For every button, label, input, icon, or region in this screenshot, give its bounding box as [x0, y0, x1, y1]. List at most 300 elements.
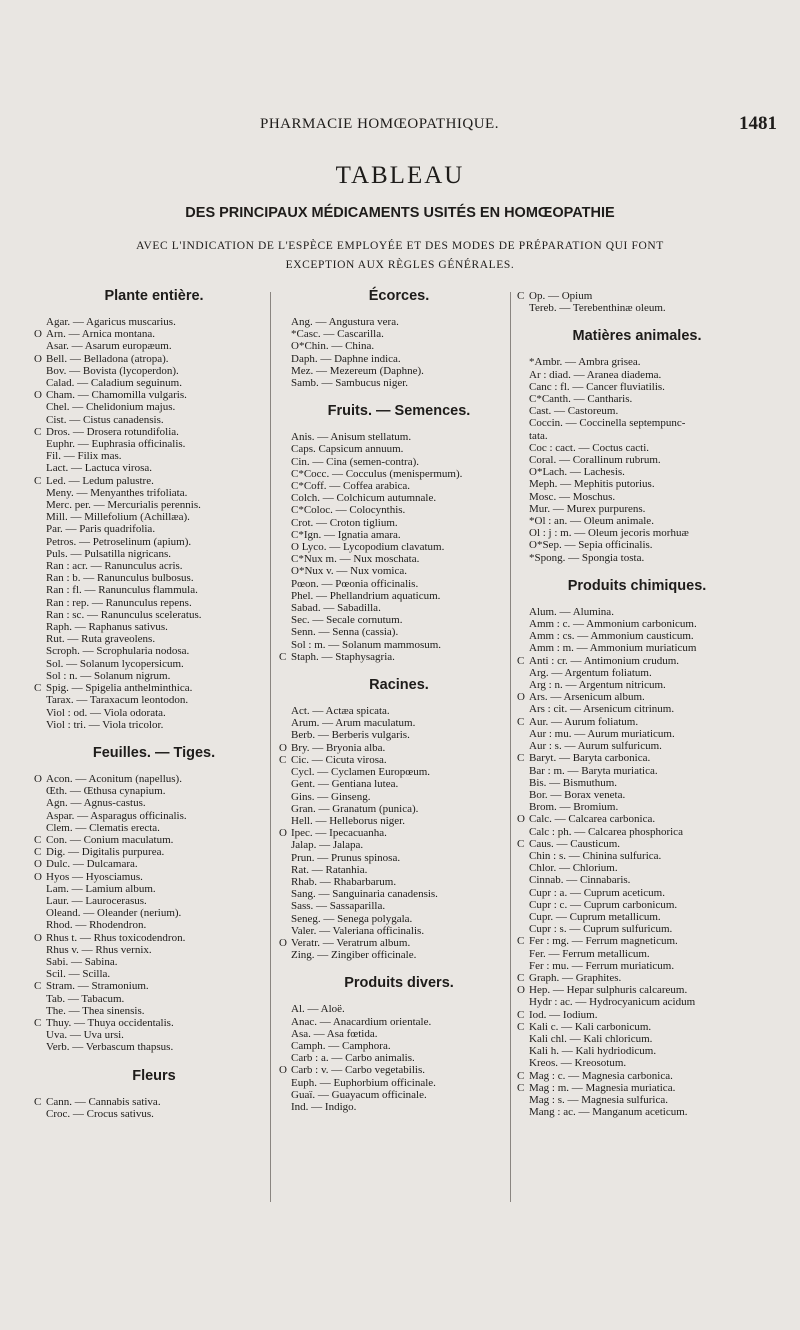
remedy-entry	[517, 381, 757, 393]
remedy-text: Mang : ac. — Manganum aceticum.	[529, 1106, 688, 1119]
remedy-entry	[517, 960, 757, 972]
preparation-mark	[34, 707, 46, 719]
preparation-mark	[34, 694, 46, 706]
preparation-mark: O	[279, 936, 287, 949]
remedy-text: Anis. — Anisum stellatum.	[291, 431, 412, 444]
remedy-entry	[517, 972, 757, 984]
preparation-mark	[279, 614, 291, 626]
remedy-text: Agn. — Agnus-castus.	[46, 797, 146, 810]
preparation-mark	[34, 511, 46, 523]
preparation-mark	[279, 468, 291, 480]
remedy-entry	[517, 478, 757, 490]
remedy-entry	[517, 1057, 757, 1069]
remedy-entry	[279, 864, 519, 876]
preparation-mark	[34, 377, 46, 389]
remedy-text: Rhus v. — Rhus vernix.	[46, 943, 152, 956]
remedy-entry	[517, 1009, 757, 1021]
remedy-text: Fer : mg. — Ferrum magneticum.	[529, 935, 678, 948]
preparation-mark	[279, 340, 291, 352]
remedy-text: Caps. Capsicum annuum.	[291, 443, 404, 456]
remedy-text: Sol. — Solanum lycopersicum.	[46, 657, 184, 670]
remedy-text: Lact. — Lactuca virosa.	[46, 462, 152, 475]
remedy-text: Laur. — Laurocerasus.	[46, 894, 147, 907]
remedy-text: Amm : m. — Ammonium muriaticum	[529, 642, 697, 655]
preparation-mark	[34, 401, 46, 413]
remedy-entry	[517, 630, 757, 642]
remedy-entry	[517, 765, 757, 777]
remedy-entry	[279, 340, 519, 352]
remedy-text: Hyos — Hyosciamus.	[46, 870, 143, 883]
column-right	[517, 290, 757, 1118]
preparation-mark: C	[517, 290, 525, 302]
preparation-mark	[34, 523, 46, 535]
remedy-text: Samb. — Sambucus niger.	[291, 377, 409, 390]
section-heading: Fleurs	[132, 1067, 176, 1084]
preparation-mark	[517, 679, 529, 691]
preparation-mark: O	[34, 858, 42, 871]
remedy-text: Ran : b. — Ranunculus bulbosus.	[46, 572, 194, 585]
remedy-text: Prun. — Prunus spinosa.	[291, 851, 401, 864]
remedy-text: Rhod. — Rhodendron.	[46, 919, 147, 932]
preparation-mark	[279, 705, 291, 717]
preparation-mark	[34, 822, 46, 834]
remedy-entry	[34, 1029, 274, 1041]
remedy-entry	[34, 810, 274, 822]
preparation-mark	[279, 639, 291, 651]
remedy-entry	[34, 597, 274, 609]
preparation-mark	[279, 590, 291, 602]
remedy-text: Croc. — Crocus sativus.	[46, 1107, 154, 1120]
remedy-entry	[34, 389, 274, 401]
remedy-text: Amm : cs. — Ammonium causticum.	[529, 630, 694, 643]
preparation-mark	[279, 888, 291, 900]
preparation-mark	[279, 492, 291, 504]
remedy-text: Ipec. — Ipecacuanha.	[291, 827, 387, 840]
remedy-entry	[517, 655, 757, 667]
preparation-mark: C	[279, 650, 287, 663]
remedy-text: Puls. — Pulsatilla nigricans.	[46, 547, 171, 560]
preparation-mark	[34, 462, 46, 474]
preparation-mark: O	[34, 870, 42, 883]
remedy-entry	[34, 1005, 274, 1017]
remedy-text: Asar. — Asarum europæum.	[46, 340, 172, 353]
remedy-text: O*Lach. — Lachesis.	[529, 466, 625, 479]
remedy-entry	[279, 778, 519, 790]
remedy-entry	[517, 667, 757, 679]
remedy-entry	[279, 949, 519, 961]
remedy-entry	[279, 937, 519, 949]
remedy-entry	[34, 645, 274, 657]
preparation-mark: C	[279, 753, 287, 766]
remedy-entry	[34, 932, 274, 944]
preparation-mark	[34, 883, 46, 895]
preparation-mark	[517, 454, 529, 466]
remedy-text: Aur. — Aurum foliatum.	[529, 715, 639, 728]
remedy-entry	[279, 602, 519, 614]
remedy-entry	[517, 442, 757, 454]
remedy-entry	[517, 369, 757, 381]
remedy-text: *Spong. — Spongia tosta.	[529, 551, 645, 564]
preparation-mark	[34, 340, 46, 352]
preparation-mark	[34, 1041, 46, 1053]
remedy-text: Bis. — Bismuthum.	[529, 776, 618, 789]
remedy-text: Dulc. — Dulcamara.	[46, 858, 138, 871]
preparation-mark	[34, 1005, 46, 1017]
remedy-entry	[34, 993, 274, 1005]
remedy-text: Ran : fl. — Ranunculus flammula.	[46, 584, 198, 597]
remedy-entry	[34, 658, 274, 670]
remedy-text: Mill. — Millefolium (Achillæa).	[46, 511, 190, 524]
preparation-mark: O	[279, 827, 287, 840]
remedy-text: C*Canth. — Cantharis.	[529, 393, 633, 406]
remedy-entry	[517, 838, 757, 850]
remedy-text: Kali h. — Kali hydriodicum.	[529, 1045, 657, 1058]
preparation-mark	[279, 328, 291, 340]
preparation-mark	[517, 393, 529, 405]
remedy-entry	[34, 956, 274, 968]
remedy-text: Alum. — Alumina.	[529, 605, 614, 618]
preparation-mark	[279, 717, 291, 729]
section-heading: Plante entière.	[104, 288, 204, 304]
preparation-mark	[517, 667, 529, 679]
preparation-mark	[517, 911, 529, 923]
preparation-mark	[517, 1033, 529, 1045]
preparation-mark	[517, 740, 529, 752]
remedy-entry	[279, 1089, 519, 1101]
remedy-entry	[279, 1077, 519, 1089]
remedy-entry	[279, 578, 519, 590]
remedy-entry	[34, 475, 274, 487]
preparation-mark	[517, 630, 529, 642]
remedy-entry	[517, 752, 757, 764]
remedy-entry	[517, 302, 757, 314]
remedy-entry	[517, 899, 757, 911]
preparation-mark	[34, 907, 46, 919]
section-heading: Fruits. — Semences.	[327, 403, 471, 420]
preparation-mark	[34, 645, 46, 657]
remedy-entry	[279, 913, 519, 925]
preparation-mark	[517, 862, 529, 874]
remedy-text: Cast. — Castoreum.	[529, 405, 619, 418]
preparation-mark	[279, 913, 291, 925]
remedy-entry	[517, 862, 757, 874]
preparation-mark	[279, 1028, 291, 1040]
remedy-entry	[34, 871, 274, 883]
preparation-mark	[279, 504, 291, 516]
remedy-text: Oleand. — Oleander (nerium).	[46, 907, 182, 920]
remedy-text: Cann. — Cannabis sativa.	[46, 1095, 161, 1108]
remedy-text: Cinnab. — Cinnabaris.	[529, 874, 631, 887]
remedy-text: Aspar. — Asparagus officinalis.	[46, 809, 187, 822]
preparation-mark	[279, 778, 291, 790]
remedy-entry	[34, 316, 274, 328]
remedy-text: Cupr : s. — Cuprum sulfuricum.	[529, 923, 673, 936]
remedy-text: Dig. — Digitalis purpurea.	[46, 846, 165, 859]
remedy-entry	[517, 356, 757, 368]
remedy-text: Viol : tri. — Viola tricolor.	[46, 718, 164, 731]
remedy-entry	[279, 888, 519, 900]
remedy-text: Fer. — Ferrum metallicum.	[529, 947, 650, 960]
remedy-text: Asa. — Asa fœtida.	[291, 1027, 378, 1040]
remedy-text: Cupr : c. — Cuprum carbonicum.	[529, 898, 678, 911]
remedy-entry	[34, 365, 274, 377]
preparation-mark	[34, 919, 46, 931]
remedy-text: Chel. — Chelidonium majus.	[46, 401, 176, 414]
remedy-entry	[279, 626, 519, 638]
remedy-text: Graph. — Graphites.	[529, 971, 622, 984]
preparation-mark: O	[517, 813, 525, 826]
remedy-text: Tereb. — Terebenthinæ oleum.	[529, 302, 666, 315]
page-title: TABLEAU	[335, 162, 465, 189]
remedy-text: Ran : rep. — Ranunculus repens.	[46, 596, 192, 609]
preparation-mark	[34, 944, 46, 956]
preparation-mark	[34, 993, 46, 1005]
remedy-text: Sol : m. — Solanum mammosum.	[291, 638, 442, 651]
remedy-text: Amm : c. — Ammonium carbonicum.	[529, 618, 697, 631]
remedy-entry	[517, 1070, 757, 1082]
remedy-text: Scil. — Scilla.	[46, 968, 111, 981]
remedy-text: Meph. — Mephitis putorius.	[529, 478, 655, 491]
remedy-entry	[34, 834, 274, 846]
remedy-entry	[517, 1045, 757, 1057]
preparation-mark	[517, 552, 529, 564]
section-heading: Produits chimiques.	[567, 577, 707, 594]
remedy-text: Acon. — Aconitum (napellus).	[46, 772, 182, 785]
preparation-mark: C	[517, 837, 525, 850]
preparation-mark	[34, 956, 46, 968]
preparation-mark	[34, 548, 46, 560]
preparation-mark	[517, 478, 529, 490]
remedy-entry	[279, 1028, 519, 1040]
remedy-entry	[279, 529, 519, 541]
preparation-mark	[279, 864, 291, 876]
remedy-entry	[34, 944, 274, 956]
preparation-mark	[279, 1040, 291, 1052]
remedy-text: Ran : acr. — Ranunculus acris.	[46, 560, 183, 573]
remedy-entry	[279, 1003, 519, 1015]
preparation-mark	[517, 765, 529, 777]
preparation-mark: O	[34, 772, 42, 785]
remedy-text: Canc : fl. — Cancer fluviatilis.	[529, 380, 665, 393]
preparation-mark	[279, 626, 291, 638]
remedy-text: Chlor. — Chlorium.	[529, 862, 618, 875]
remedy-text: Bar : m. — Baryta muriatica.	[529, 764, 658, 777]
remedy-entry	[517, 515, 757, 527]
remedy-entry	[279, 717, 519, 729]
remedy-entry	[517, 503, 757, 515]
remedy-entry	[279, 590, 519, 602]
remedy-entry	[279, 754, 519, 766]
remedy-text: Daph. — Daphne indica.	[291, 352, 401, 365]
remedy-entry	[279, 553, 519, 565]
remedy-text: Œth. — Œthusa cynapium.	[46, 785, 166, 798]
remedy-text: Par. — Paris quadrifolia.	[46, 523, 156, 536]
remedy-entry	[517, 679, 757, 691]
remedy-entry	[34, 773, 274, 785]
remedy-entry	[34, 328, 274, 340]
preparation-mark	[517, 1106, 529, 1118]
remedy-text: Staph. — Staphysagria.	[291, 650, 395, 663]
remedy-entry	[34, 858, 274, 870]
remedy-text: Act. — Actæa spicata.	[291, 705, 390, 718]
remedy-text: Euph. — Euphorbium officinale.	[291, 1076, 436, 1089]
preparation-mark	[34, 895, 46, 907]
remedy-entry	[517, 777, 757, 789]
remedy-text: Viol : od. — Viola odorata.	[46, 706, 166, 719]
preparation-mark	[34, 450, 46, 462]
preparation-mark	[517, 356, 529, 368]
remedy-text: Raph. — Raphanus sativus.	[46, 621, 168, 634]
remedy-text: Jalap. — Jalapa.	[291, 839, 364, 852]
remedy-entry	[34, 682, 274, 694]
remedy-entry	[279, 766, 519, 778]
remedy-text: C*Cocc. — Cocculus (menispermum).	[291, 467, 463, 480]
preparation-mark	[34, 719, 46, 731]
remedy-text: Meny. — Menyanthes trifoliata.	[46, 486, 188, 499]
remedy-text: Mag : m. — Magnesia muriatica.	[529, 1081, 676, 1094]
remedy-entry	[34, 401, 274, 413]
remedy-text: Bov. — Bovista (lycoperdon).	[46, 364, 179, 377]
remedy-entry	[279, 925, 519, 937]
remedy-text: Cic. — Cicuta virosa.	[291, 753, 387, 766]
preparation-mark	[517, 430, 529, 442]
preparation-mark	[279, 578, 291, 590]
preparation-mark	[279, 431, 291, 443]
preparation-mark: C	[517, 971, 525, 984]
remedy-entry	[34, 1108, 274, 1120]
remedy-entry	[34, 968, 274, 980]
remedy-text: Pœon. — Pœonia officinalis.	[291, 577, 419, 590]
preparation-mark: C	[34, 425, 42, 438]
exception-line: EXCEPTION AUX RÈGLES GÉNÉRALES.	[285, 259, 515, 271]
preparation-mark	[34, 633, 46, 645]
preparation-mark	[279, 876, 291, 888]
remedy-entry	[517, 606, 757, 618]
remedy-text: Sabad. — Sabadilla.	[291, 602, 381, 615]
remedy-entry	[279, 353, 519, 365]
remedy-entry	[517, 984, 757, 996]
preparation-mark	[34, 499, 46, 511]
remedy-entry	[279, 565, 519, 577]
remedy-text: Calc : ph. — Calcarea phosphorica	[529, 825, 683, 838]
remedy-text: Guaï. — Guayacum officinale.	[291, 1088, 427, 1101]
remedy-entry	[279, 316, 519, 328]
remedy-entry	[279, 791, 519, 803]
preparation-mark	[279, 1003, 291, 1015]
remedy-entry	[279, 468, 519, 480]
remedy-entry	[34, 633, 274, 645]
remedy-text: Arg. — Argentum foliatum.	[529, 666, 652, 679]
remedy-entry	[279, 492, 519, 504]
preparation-mark	[34, 785, 46, 797]
preparation-mark	[279, 529, 291, 541]
remedy-text: Gran. — Granatum (punica).	[291, 802, 419, 815]
remedy-text: C*Coloc. — Colocynthis.	[291, 504, 406, 517]
exception-line: AVEC L'INDICATION DE L'ESPÈCE EMPLOYÉE ET DES MODES DE PRÉPARATION QUI FONT	[136, 240, 664, 252]
remedy-entry	[34, 560, 274, 572]
remedy-entry	[34, 707, 274, 719]
remedy-text: *Casc. — Cascarilla.	[291, 328, 384, 341]
remedy-text: Hell. — Helleborus niger.	[291, 814, 405, 827]
preparation-mark	[34, 1108, 46, 1120]
remedy-entry	[517, 466, 757, 478]
remedy-text: O*Nux v. — Nux vomica.	[291, 565, 407, 578]
preparation-mark	[279, 839, 291, 851]
preparation-mark: C	[517, 1020, 525, 1033]
remedy-text: Clem. — Clematis erecta.	[46, 821, 160, 834]
remedy-text: Ars. — Arsenicum album.	[529, 691, 645, 704]
preparation-mark	[517, 948, 529, 960]
page-number: 1481	[739, 113, 777, 134]
remedy-text: Arn. — Arnica montana.	[46, 328, 156, 341]
section-heading: Matières animales.	[572, 328, 702, 345]
remedy-text: Cupr. — Cuprum metallicum.	[529, 910, 661, 923]
remedy-text: Cin. — Cina (semen-contra).	[291, 455, 419, 468]
remedy-text: Iod. — Iodium.	[529, 1008, 598, 1021]
preparation-mark	[34, 597, 46, 609]
remedy-entry	[517, 1094, 757, 1106]
preparation-mark	[517, 642, 529, 654]
remedy-entry	[279, 431, 519, 443]
remedy-text: Agar. — Agaricus muscarius.	[46, 316, 176, 328]
preparation-mark: O	[279, 1064, 287, 1077]
preparation-mark	[517, 302, 529, 314]
remedy-entry	[517, 552, 757, 564]
preparation-mark	[279, 815, 291, 827]
preparation-mark: C	[34, 846, 42, 859]
remedy-entry	[34, 487, 274, 499]
remedy-text: Ind. — Indigo.	[291, 1100, 357, 1113]
remedy-entry	[279, 852, 519, 864]
remedy-text: Anac. — Anacardium orientale.	[291, 1015, 432, 1028]
remedy-entry	[279, 839, 519, 851]
preparation-mark	[517, 381, 529, 393]
remedy-entry	[517, 789, 757, 801]
remedy-text: Carb : v. — Carbo vegetabilis.	[291, 1064, 426, 1077]
remedy-entry	[34, 846, 274, 858]
remedy-entry	[34, 1017, 274, 1029]
remedy-entry	[517, 393, 757, 405]
remedy-entry	[34, 980, 274, 992]
remedy-text: Brom. — Bromium.	[529, 801, 619, 814]
remedy-text: tata.	[529, 429, 548, 442]
remedy-entry	[517, 527, 757, 539]
remedy-text: Senn. — Senna (cassia).	[291, 626, 399, 639]
running-head: PHARMACIE HOMŒOPATHIQUE.	[260, 116, 499, 132]
preparation-mark	[34, 536, 46, 548]
preparation-mark: O	[517, 691, 525, 704]
preparation-mark	[34, 810, 46, 822]
remedy-text: Petros. — Petroselinum (apium).	[46, 535, 192, 548]
preparation-mark	[34, 316, 46, 328]
remedy-entry	[34, 523, 274, 535]
remedy-entry	[517, 996, 757, 1008]
remedy-text: Coral. — Corallinum rubrum.	[529, 454, 661, 467]
remedy-entry	[517, 801, 757, 813]
preparation-mark	[34, 365, 46, 377]
remedy-entry	[279, 480, 519, 492]
remedy-text: Lam. — Lamium album.	[46, 882, 156, 895]
preparation-mark	[279, 1101, 291, 1113]
preparation-mark	[279, 949, 291, 961]
remedy-text: Gins. — Ginseng.	[291, 790, 371, 803]
remedy-text: Aur : s. — Aurum sulfuricum.	[529, 740, 662, 753]
preparation-mark	[517, 442, 529, 454]
remedy-text: Mosc. — Moschus.	[529, 490, 616, 503]
preparation-mark	[279, 456, 291, 468]
remedy-text: Rhus t. — Rhus toxicodendron.	[46, 931, 186, 944]
preparation-mark: C	[517, 1081, 525, 1094]
